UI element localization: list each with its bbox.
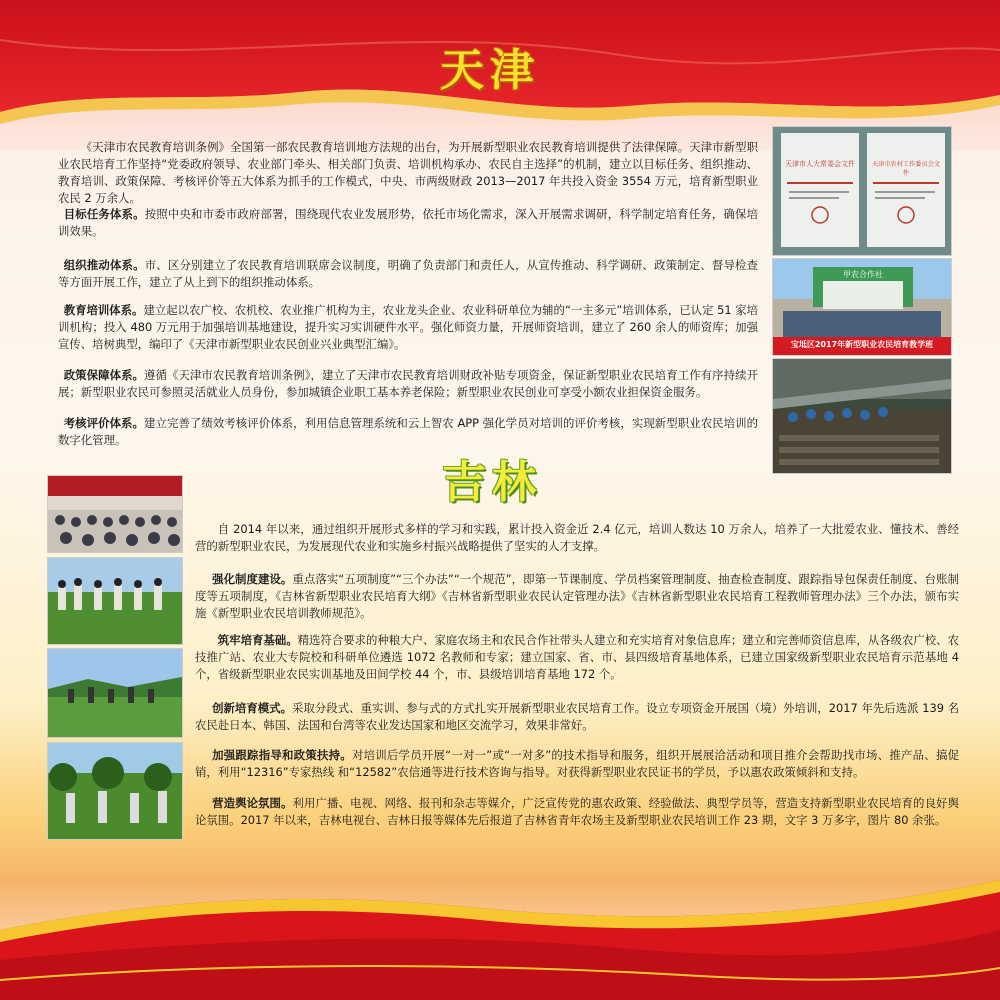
jilin-section-4 [195, 747, 959, 781]
section-text: 重点落实“五项制度”“三个办法”“一个规范”，即第一节课制度、学员档案管理制度、抽查检查制度、跟踪指导包保责任制度、台账制度等五项制度，《吉林省新型职业农民培育大纲》《吉林省新型职业农民认定管理办法》《吉林省新型职业农民培育工程教师管理办法》三个办法，颁布实施《新型职业农民培训教师规范》。 [195, 572, 959, 620]
tianjin-section-3 [58, 302, 758, 353]
bottom-banner [0, 860, 1000, 1000]
gate-sign: 甲农合作社 [843, 270, 883, 279]
tianjin-section-1 [58, 206, 758, 240]
tianjin-intro-text: 《天津市农民教育培训条例》全国第一部农民教育培训地方法规的出台，为开展新型职业农民教育培训提供了法律保障。天津市新型职业农民培育工作坚持“党委政府领导、农业部门牵头、相关部门负责、培训机构承办、农民自主选择”的机制，建立以目标任务、组织推动、教育培训、政策保障、考核评价等五大体系为抓手的工作模式，中央、市两级财政 2013—2017 年共投入资金 3554 万元，培育新型职业农民 2 万余人。 [58, 140, 758, 205]
photo-official-documents [772, 126, 952, 256]
section-text: 建立起以农广校、农机校、农业推广机构为主，农业龙头企业、农业科研单位为辅的“一主多元”培训体系，已认定 51 家培训机构；投入 480 万元用于加强培训基地建设，提升实习实训硬件水平。强化师资力量，开展师资培训，建立了 260 余人的师资库；加强宣传、培树典型，编印了《天津市新型职业农民创业兴业典型汇编》。 [58, 303, 758, 351]
jilin-section-3 [195, 700, 959, 734]
section-text: 采取分段式、重实训、参与式的方式扎实开展新型职业农民培育工作。设立专项资金开展国（境）外培训，2017 年先后选派 139 名农民赴日本、韩国、法国和台湾等农业发达国家和地区交流学习，效果非常好。 [195, 701, 959, 732]
doc2-title: 天津市农村工作委员会文件 [871, 161, 941, 177]
section-text: 按照中央和市委市政府部署，围绕现代农业发展形势，依托市场化需求，深入开展需求调研，科学制定培育任务，确保培训效果。 [58, 207, 758, 238]
tianjin-intro [58, 139, 758, 207]
section-text: 精选符合要求的种粮大户、家庭农场主和农民合作社带头人建立和充实培育对象信息库；建立和完善师资信息库，从各级农广校、农技推广站、农业大专院校和科研单位遴选 1072 名教师和专家；建立国家、省、市、县四级培育基地体系，已建立国家级新型职业农民培育示范基地 4 个，省级新型职业农民实训基地及田间学校 44 个，市、县级培训培育基地 172 个。 [195, 633, 959, 681]
section-text: 对培训后学员开展“一对一”或“一对多”的技术指导和服务，组织开展展洽活动和项目推介会帮助找市场、推产品、搞促销，利用“12316”专家热线 和“12582”农信通等进行技术咨询与指导。对获得新型职业农民证书的学员，予以惠农政策倾斜和支持。 [195, 748, 959, 779]
doc1-title: 天津市人大常委会文件 [785, 160, 855, 168]
section-title: 考核评价体系。 [63, 416, 144, 430]
section-title: 组织推动体系。 [63, 258, 145, 272]
photo-training-class-group [772, 258, 952, 356]
jilin-intro-text: 自 2014 年以来，通过组织开展形式多样的学习和实践，累计投入资金近 2.4 亿元，培训人数达 10 万余人，培养了一大批爱农业、懂技术、善经营的新型职业农民，为发展现代农业和实施乡村振兴战略提供了坚实的人才支撑。 [195, 522, 959, 553]
photo-farm-group [47, 648, 183, 738]
tianjin-section-4 [58, 367, 758, 401]
section-title: 政策保障体系。 [63, 368, 145, 382]
section-title: 创新培育模式。 [212, 701, 293, 715]
photo-greenhouse-training [772, 358, 952, 474]
section-title: 加强跟踪指导和政策扶持。 [212, 748, 352, 762]
tianjin-heading: 天津 [440, 45, 540, 96]
section-text: 遵循《天津市农民教育培训条例》，建立了天津市农民教育培训财政补贴专项资金，保证新型职业农民培育工作有序持续开展；新型职业农民可参照灵活就业人员身份，参加城镇企业职工基本养老保险；新型职业农民创业可享受小额农业担保资金服务。 [58, 368, 758, 399]
photo-banner-text: 宝坻区2017年新型职业农民培育教学班 [790, 340, 934, 349]
jilin-section-1 [195, 571, 959, 622]
jilin-section-2 [195, 632, 959, 683]
section-text: 建立完善了绩效考核评价体系，利用信息管理系统和云上智农 APP 强化学员对培训的评价考核，实现新型职业农民培训的数字化管理。 [58, 416, 758, 447]
tianjin-section-5 [58, 415, 758, 449]
tianjin-section-2 [58, 257, 758, 291]
jilin-section-5 [195, 795, 959, 829]
section-text: 利用广播、电视、网络、报刊和杂志等媒介，广泛宣传党的惠农政策、经验做法、典型学员等，营造支持新型职业农民培育的良好舆论氛围。2017 年以来，吉林电视台、吉林日报等媒体先后报道了吉林省青年农场主及新型职业农民培训工作 23 期，文字 3 万多字，图片 80 余张。 [195, 796, 959, 827]
section-title: 筑牢培育基础。 [217, 633, 298, 647]
section-title: 教育培训体系。 [63, 303, 144, 317]
photo-field-visit [47, 557, 183, 645]
section-text: 市、区分别建立了农民教育培训联席会议制度，明确了负责部门和责任人，从宣传推动、科学调研、政策制定、督导检查等方面开展工作，建立了从上到下的组织推动体系。 [58, 258, 758, 289]
section-title: 强化制度建设。 [212, 572, 293, 586]
jilin-intro [195, 521, 959, 555]
section-title: 目标任务体系。 [63, 207, 145, 221]
photo-orchard-guidance [47, 742, 183, 840]
section-title: 营造舆论氛围。 [212, 796, 293, 810]
photo-lecture-hall [47, 475, 183, 553]
jilin-heading: 吉林 [442, 457, 542, 508]
